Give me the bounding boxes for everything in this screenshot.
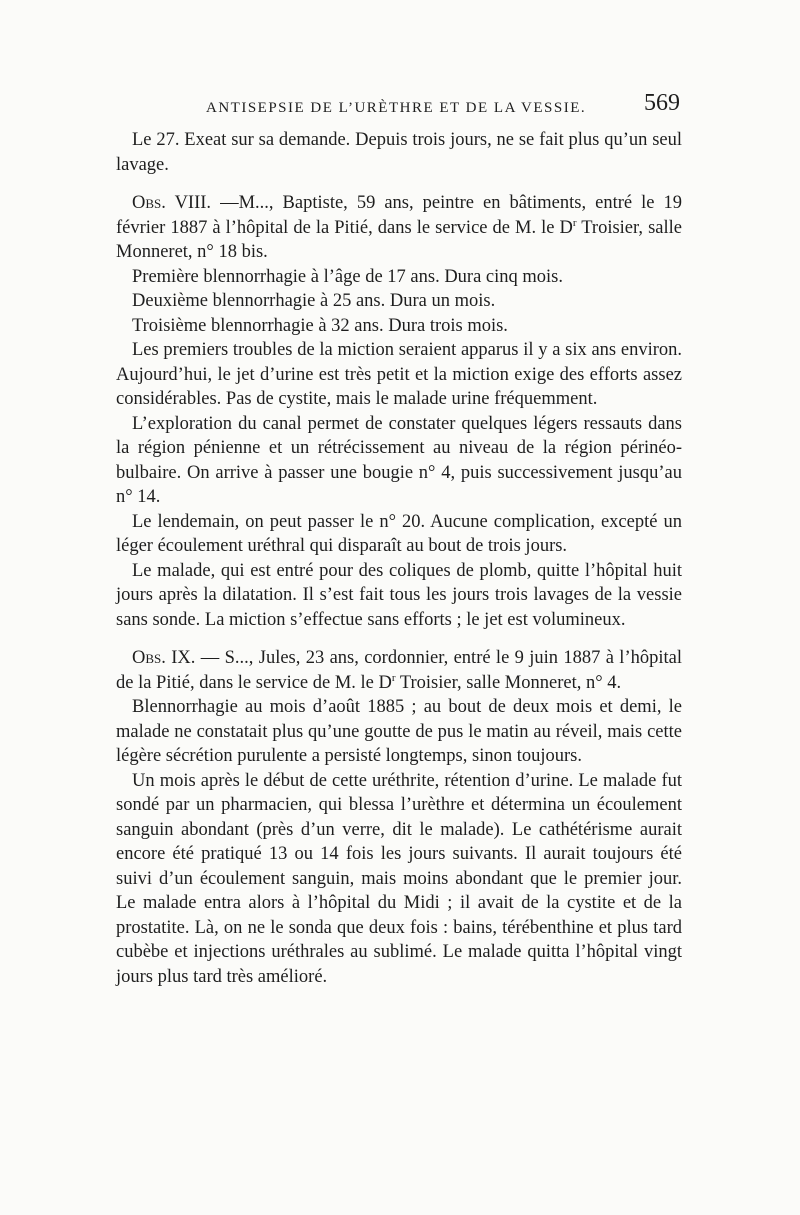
observation-text-continued: Troisier, salle Monneret, n° 18 bis. bbox=[116, 217, 682, 262]
observation-text: — S..., Jules, 23 ans, cordonnier, entré le 9 juin 1887 à l’hôpital de la Pitié, dans le service de M. le D bbox=[116, 648, 682, 693]
superscript: r bbox=[572, 216, 577, 229]
paragraph-second-blennorrhagia: Deuxième blennorrhagie à 25 ans. Dura un mois. bbox=[132, 291, 496, 311]
paragraph-exploration: L’exploration du canal permet de constater quelques légers ressauts dans la région pénienne et un rétrécissement au niveau de la région périnéo-bulbaire. On arrive à passer une bougie n° 4, puis successivement jusqu’au n° 14. bbox=[116, 413, 682, 507]
observation-label: Obs. VIII. bbox=[132, 193, 212, 213]
observation-text: —M..., Baptiste, 59 ans, peintre en bâtiments, entré le 19 février 1887 à l’hôpital de la Pitié, dans le service de M. le D bbox=[116, 193, 682, 238]
paragraph-miction-troubles: Les premiers troubles de la miction seraient apparus il y a six ans environ. Aujourd’hui, le jet d’urine est très petit et la miction exige des efforts assez considérables. Pas de cystite, mais le malade urine fréquemment. bbox=[116, 340, 682, 409]
paragraph-urine-retention: Un mois après le début de cette uréthrite, rétention d’urine. Le malade fut sondé par un pharmacien, qui blessa l’urèthre et détermina un écoulement sanguin abondant (près d’un verre, dit le malade). Le cathétérisme aurait encore été pratiqué 13 ou 14 fois les jours suivants. Il aurait toujours été suivi d’un écoulement sanguin, mais moins abondant que le premier jour. Le malade entra alors à l’hôpital du Midi ; il avait de la cystite et de la prostatite. Là, on ne le sonda que deux fois : bains, térébenthine et plus tard cubèbe et injections uréthrales au sublimé. Le malade quitta l’hôpital vingt jours plus tard très amélioré. bbox=[116, 770, 682, 987]
observation-ix-intro bbox=[116, 646, 682, 695]
paragraph-first-blennorrhagia: Première blennorrhagie à l’âge de 17 ans. Dura cinq mois. bbox=[132, 266, 564, 287]
observation-text-continued: Troisier, salle Monneret, n° 4. bbox=[395, 672, 622, 693]
observation-label: Obs. IX. bbox=[132, 648, 196, 668]
superscript: r bbox=[391, 671, 396, 684]
paragraph-third-blennorrhagia: Troisième blennorrhagie à 32 ans. Dura trois mois. bbox=[132, 315, 508, 336]
paragraph-next-day: Le lendemain, on peut passer le n° 20. Aucune complication, excepté un léger écoulement uréthral qui disparaît au bout de trois jours. bbox=[116, 511, 682, 556]
observation-viii-intro bbox=[116, 191, 682, 265]
page-number: 569 bbox=[644, 90, 680, 116]
paragraph-blennorrhagia-1885: Blennorrhagie au mois d’août 1885 ; au bout de deux mois et demi, le malade ne constatait plus qu’une goutte de pus le matin au réveil, mais cette légère sécrétion purulente a persisté longtemps, sinon toujours. bbox=[116, 697, 682, 766]
body-text bbox=[116, 128, 682, 989]
paragraph-discharge: Le malade, qui est entré pour des coliques de plomb, quitte l’hôpital huit jours après la dilatation. Il s’est fait tous les jours trois lavages de la vessie sans sonde. La miction s’effectue sans efforts ; le jet est volumineux. bbox=[116, 560, 682, 630]
running-title: ANTISEPSIE DE L’URÈTHRE ET DE LA VESSIE. bbox=[206, 100, 587, 116]
page-header bbox=[116, 90, 682, 124]
paragraph-exeat: Le 27. Exeat sur sa demande. Depuis trois jours, ne se fait plus qu’un seul lavage. bbox=[116, 130, 682, 175]
